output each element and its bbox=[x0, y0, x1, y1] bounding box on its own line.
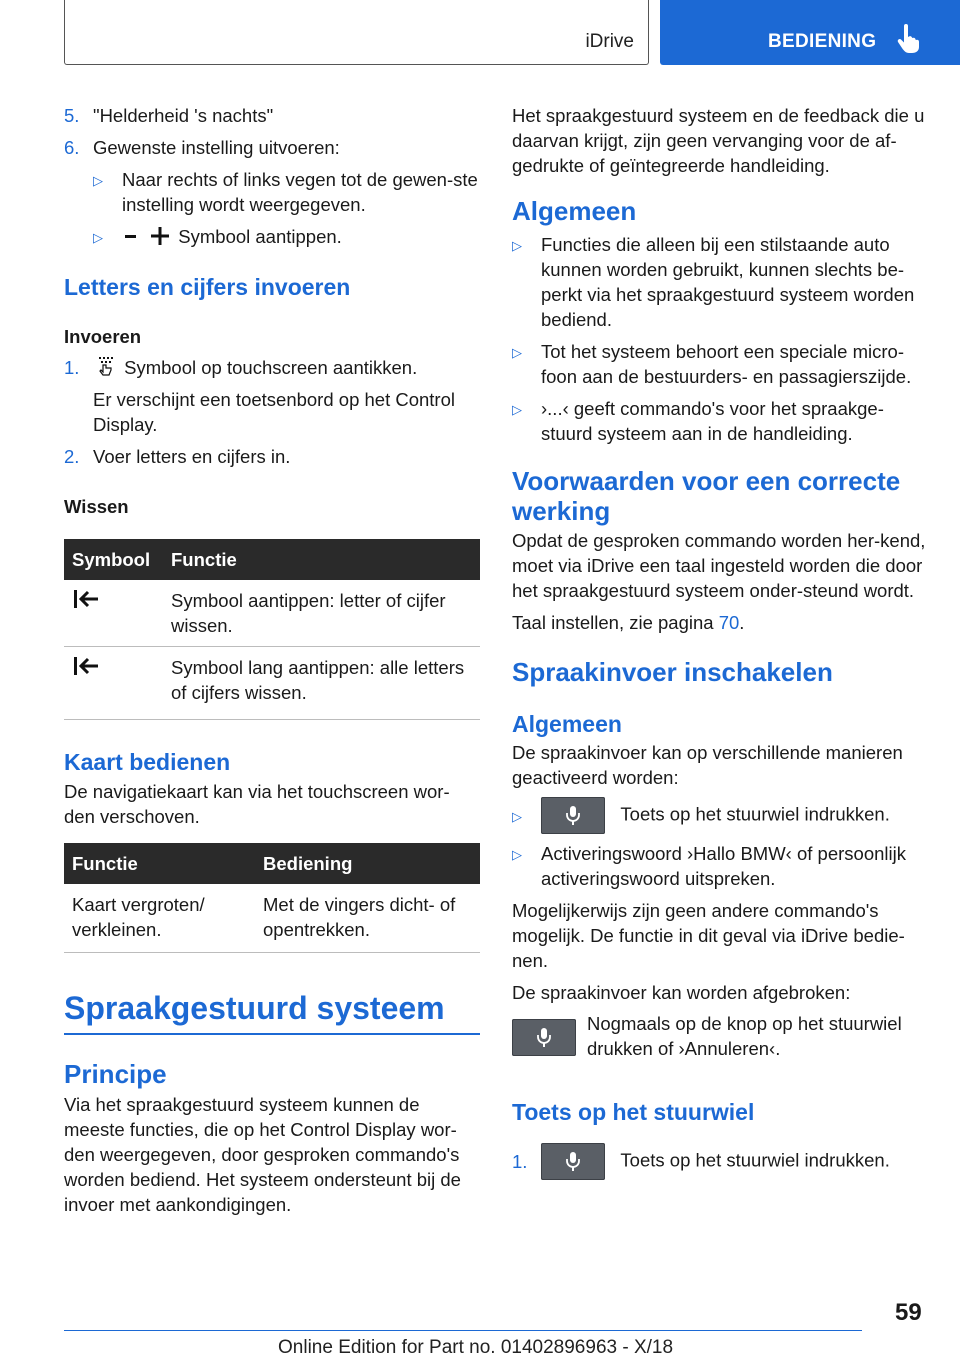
column-header: Functie bbox=[64, 843, 255, 884]
bullet-text: ›...‹ geeft commando's voor het spraakge-stuurd systeem aan in de handleiding. bbox=[541, 398, 884, 444]
bullet-item bbox=[512, 396, 928, 446]
minus-icon bbox=[122, 227, 142, 245]
steering-wheel-voice-button-image bbox=[512, 1019, 576, 1056]
triangle-bullet-icon: ▷ bbox=[512, 808, 522, 824]
step-number: 2. bbox=[64, 446, 80, 467]
triangle-bullet-icon: ▷ bbox=[93, 173, 103, 188]
paragraph: Het spraakgestuurd systeem en de feedback die u daarvan krijgt, zijn geen vervanging voor de af-gedrukte of geïntegreerde handleiding. bbox=[512, 105, 925, 176]
step-item bbox=[512, 1143, 928, 1180]
triangle-bullet-icon: ▷ bbox=[512, 345, 522, 360]
step-number: 6. bbox=[64, 137, 80, 158]
section-heading: Kaart bedienen bbox=[64, 749, 231, 775]
cancel-instruction bbox=[512, 1011, 928, 1061]
backspace-arrow-icon bbox=[72, 588, 102, 610]
paragraph: De spraakinvoer kan worden afgebroken: bbox=[512, 982, 851, 1003]
chapter-tab bbox=[660, 0, 960, 65]
steering-wheel-voice-button-image bbox=[541, 1143, 605, 1180]
step-text: Er verschijnt een toetsenbord op het Control Display. bbox=[93, 389, 455, 435]
section-heading: Principe bbox=[64, 1058, 167, 1089]
section-heading: Letters en cijfers invoeren bbox=[64, 274, 351, 300]
heading-rule bbox=[64, 1033, 480, 1035]
step-text: "Helderheid 's nachts" bbox=[93, 105, 274, 126]
backspace-arrow-icon bbox=[72, 655, 102, 677]
column-header: Symbool bbox=[64, 539, 163, 580]
triangle-bullet-icon: ▷ bbox=[512, 238, 522, 253]
table-row bbox=[64, 884, 480, 953]
step-item bbox=[64, 135, 480, 160]
step-number: 1. bbox=[512, 1151, 528, 1172]
bullet-item bbox=[512, 339, 928, 389]
steering-wheel-voice-button-image bbox=[541, 797, 605, 834]
subheading: Invoeren bbox=[64, 326, 142, 347]
triangle-bullet-icon: ▷ bbox=[512, 847, 522, 862]
step-text: Gewenste instelling uitvoeren: bbox=[93, 137, 340, 158]
page-reference-link[interactable]: 70 bbox=[718, 612, 740, 633]
table-cell: Met de vingers dicht- of opentrekken. bbox=[255, 884, 480, 953]
chapter-heading: Spraakgestuurd systeem bbox=[64, 990, 445, 1026]
step-item bbox=[64, 355, 480, 380]
section-heading: Voorwaarden voor een correcte werking bbox=[512, 466, 901, 526]
subsection-heading: Algemeen bbox=[512, 711, 622, 737]
step-item bbox=[64, 103, 480, 128]
bullet-text: Symbool aantippen. bbox=[178, 226, 342, 247]
step-number: 1. bbox=[64, 357, 80, 378]
section-heading: Toets op het stuurwiel bbox=[512, 1099, 755, 1125]
right-column bbox=[512, 103, 928, 1180]
microphone-icon bbox=[563, 1151, 583, 1173]
table-cell: Symbool lang aantippen: alle letters of cijfers wissen. bbox=[163, 647, 480, 720]
microphone-icon bbox=[534, 1027, 554, 1049]
microphone-icon bbox=[563, 805, 583, 827]
table-row bbox=[64, 647, 480, 720]
plus-icon bbox=[147, 227, 173, 245]
keyboard-hand-icon bbox=[93, 356, 119, 376]
footer-edition: Online Edition for Part no. 01402896963 - X/18 bbox=[278, 1337, 674, 1358]
page-header bbox=[0, 0, 960, 66]
left-column bbox=[64, 103, 480, 1217]
paragraph: Taal instellen, zie pagina 70. bbox=[512, 612, 745, 633]
paragraph: Nogmaals op de knop op het stuurwiel drukken of ›Annuleren‹. bbox=[587, 1013, 902, 1059]
bullet-text: Activeringswoord ›Hallo BMW‹ of persoonlijk activeringswoord uitspreken. bbox=[541, 843, 906, 889]
chapter-title: BEDIENING bbox=[768, 31, 877, 52]
subheading: Wissen bbox=[64, 496, 129, 517]
table-cell: Kaart vergroten/ verkleinen. bbox=[64, 884, 255, 953]
paragraph: Via het spraakgestuurd systeem kunnen de meeste functies, die op het Control Display wor-den weergegeven, door gesproken commando's worden bediend. Het systeem ondersteunt bij de invoer met aankondigingen. bbox=[64, 1093, 461, 1215]
table-cell: Symbool aantippen: letter of cijfer wissen. bbox=[163, 580, 480, 647]
paragraph: De spraakinvoer kan op verschillende manieren geactiveerd worden: bbox=[512, 742, 903, 788]
bullet-item bbox=[512, 841, 928, 891]
column-header: Bediening bbox=[255, 843, 480, 884]
bullet-text: Functies die alleen bij een stilstaande auto kunnen worden gebruikt, kunnen slechts be-perkt via het spraakgestuurd systeem worden bediend. bbox=[541, 234, 915, 330]
triangle-bullet-icon: ▷ bbox=[93, 230, 103, 245]
page-number: 59 bbox=[895, 1299, 922, 1326]
table-header-row bbox=[64, 843, 480, 884]
step-number: 5. bbox=[64, 105, 80, 126]
bullet-text: Tot het systeem behoort een speciale micro-foon aan de bestuurders- en passagierszijde. bbox=[541, 341, 912, 387]
bullet-item bbox=[93, 167, 480, 217]
triangle-bullet-icon: ▷ bbox=[512, 402, 522, 417]
column-header: Functie bbox=[163, 539, 480, 580]
delete-symbols-table bbox=[64, 539, 480, 720]
map-operation-table bbox=[64, 843, 480, 953]
pointing-hand-icon bbox=[896, 24, 920, 54]
paragraph: Opdat de gesproken commando worden her-kend, moet via iDrive een taal ingesteld worden die door het spraakgestuurd systeem onder-steund wordt. bbox=[512, 530, 926, 601]
section-box bbox=[64, 0, 649, 65]
step-text: Toets op het stuurwiel indrukken. bbox=[620, 1149, 890, 1171]
step-text: Symbool op touchscreen aantikken. bbox=[124, 357, 418, 378]
bullet-item bbox=[93, 224, 480, 250]
bullet-text: Toets op het stuurwiel indrukken. bbox=[620, 803, 890, 825]
step-item bbox=[64, 444, 480, 469]
section-heading: Spraakinvoer inschakelen bbox=[512, 657, 833, 687]
table-header-row bbox=[64, 539, 480, 580]
step-text: Voer letters en cijfers in. bbox=[93, 446, 291, 467]
section-heading: Algemeen bbox=[512, 196, 637, 226]
table-row bbox=[64, 580, 480, 647]
step-note bbox=[64, 387, 480, 437]
bullet-item bbox=[512, 797, 928, 834]
paragraph: De navigatiekaart kan via het touchscreen wor-den verschoven. bbox=[64, 781, 450, 827]
section-title: iDrive bbox=[585, 31, 634, 52]
bullet-text: Naar rechts of links vegen tot de gewen-ste instelling wordt weergegeven. bbox=[122, 169, 478, 215]
footer-rule bbox=[64, 1330, 862, 1331]
paragraph: Mogelijkerwijs zijn geen andere commando's mogelijk. De functie in dit geval via iDrive bedie-nen. bbox=[512, 900, 905, 971]
bullet-item bbox=[512, 232, 928, 332]
